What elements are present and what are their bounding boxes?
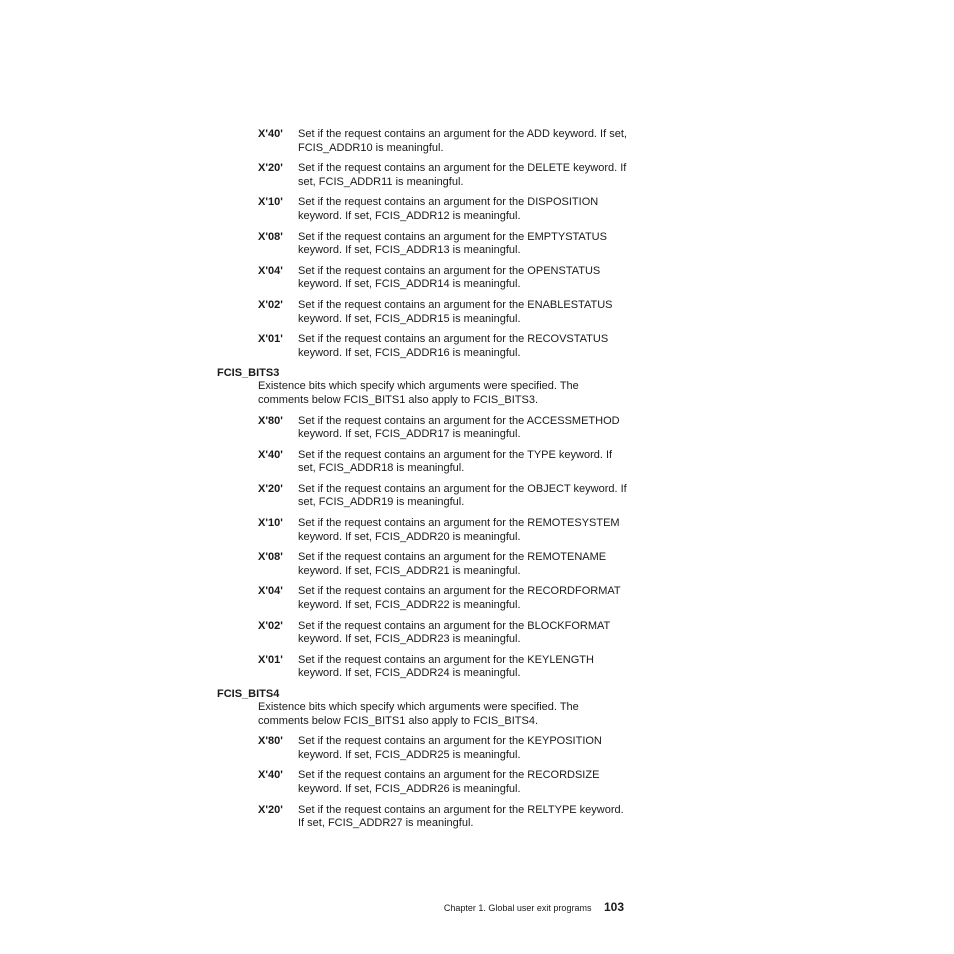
bit-description: Set if the request contains an argument for the EMPTYSTATUS keyword. If set, FCIS_ADDR13 is meaningful. [298, 230, 607, 257]
bit-entry [258, 551, 627, 578]
bit-description: Set if the request contains an argument for the REMOTESYSTEM keyword. If set, FCIS_ADDR20 is meaningful. [298, 517, 620, 543]
bit-value: X'10' [258, 196, 283, 209]
bit-entry [258, 620, 627, 647]
bit-value: X'20' [258, 803, 283, 816]
bit-description: Set if the request contains an argument for the BLOCKFORMAT keyword. If set, FCIS_ADDR23 is meaningful. [298, 619, 611, 646]
bit-value: X'01' [258, 333, 283, 346]
bit-entry [258, 196, 627, 223]
bit-description: Set if the request contains an argument for the ENABLESTATUS keyword. If set, FCIS_ADDR15 is meaningful. [298, 298, 613, 325]
bit-value: X'01' [258, 653, 283, 666]
page-number: 103 [603, 900, 624, 914]
bit-description: Set if the request contains an argument for the ADD keyword. If set, FCIS_ADDR10 is meaningful. [298, 128, 627, 154]
bit-description: Set if the request contains an argument for the RELTYPE keyword. If set, FCIS_ADDR27 is meaningful. [298, 803, 624, 830]
bit-value: X'10' [258, 517, 283, 530]
section-heading-bits3: FCIS_BITS3 [217, 367, 280, 380]
bit-description: Set if the request contains an argument for the ACCESSMETHOD keyword. If set, FCIS_ADDR17 is meaningful. [298, 414, 620, 441]
bit-description: Set if the request contains an argument for the DELETE keyword. If set, FCIS_ADDR11 is meaningful. [298, 162, 627, 188]
bit-value: X'80' [258, 735, 283, 748]
bit-entry [258, 735, 627, 762]
bit-entry [258, 449, 627, 476]
bit-value: X'40' [258, 448, 283, 461]
bit-value: X'08' [258, 551, 283, 564]
bit-description: Set if the request contains an argument for the OBJECT keyword. If set, FCIS_ADDR19 is meaningful. [298, 482, 627, 509]
bit-value: X'04' [258, 264, 283, 277]
bit-description: Set if the request contains an argument for the OPENSTATUS keyword. If set, FCIS_ADDR14 is meaningful. [298, 264, 601, 291]
bit-entry [258, 654, 627, 681]
page-footer [0, 900, 624, 914]
section-description-bits4: Existence bits which specify which arguments were specified. The comments below FCIS_BITS1 also apply to FCIS_BITS4. [258, 701, 579, 727]
bit-description: Set if the request contains an argument for the DISPOSITION keyword. If set, FCIS_ADDR12 is meaningful. [298, 196, 599, 222]
bit-entry [258, 128, 627, 155]
bit-entry [258, 517, 627, 544]
bit-entry [258, 415, 627, 442]
chapter-title: Chapter 1. Global user exit programs [443, 903, 592, 913]
page-content [217, 128, 627, 838]
bit-description: Set if the request contains an argument for the REMOTENAME keyword. If set, FCIS_ADDR21 is meaningful. [298, 551, 607, 577]
bit-entry [258, 265, 627, 292]
bit-value: X'08' [258, 230, 283, 243]
bit-value: X'02' [258, 619, 283, 632]
bit-description: Set if the request contains an argument for the KEYLENGTH keyword. If set, FCIS_ADDR24 is meaningful. [298, 653, 594, 680]
bit-entry [258, 483, 627, 510]
bit-entry [258, 231, 627, 258]
section-description-bits3: Existence bits which specify which arguments were specified. The comments below FCIS_BITS1 also apply to FCIS_BITS3. [258, 380, 579, 406]
bit-value: X'80' [258, 414, 283, 427]
bit-value: X'40' [258, 128, 283, 140]
bit-description: Set if the request contains an argument for the RECORDSIZE keyword. If set, FCIS_ADDR26 is meaningful. [298, 769, 600, 795]
bit-entry [258, 769, 627, 796]
section-heading-bits4: FCIS_BITS4 [217, 688, 280, 700]
bit-value: X'40' [258, 769, 283, 782]
bit-value: X'04' [258, 585, 283, 598]
bit-description: Set if the request contains an argument for the TYPE keyword. If set, FCIS_ADDR18 is meaningful. [298, 448, 613, 475]
bit-description: Set if the request contains an argument for the RECORDFORMAT keyword. If set, FCIS_ADDR22 is meaningful. [298, 585, 621, 612]
bit-value: X'20' [258, 162, 283, 175]
bit-value: X'02' [258, 298, 283, 311]
bit-value: X'20' [258, 482, 283, 495]
bit-entry [258, 804, 627, 831]
bit-entry [258, 585, 627, 612]
bit-entry [258, 299, 627, 326]
bit-description: Set if the request contains an argument for the KEYPOSITION keyword. If set, FCIS_ADDR25 is meaningful. [298, 735, 602, 761]
bit-entry [258, 162, 627, 189]
bit-description: Set if the request contains an argument for the RECOVSTATUS keyword. If set, FCIS_ADDR16 is meaningful. [298, 333, 609, 359]
bit-entry [258, 333, 627, 360]
